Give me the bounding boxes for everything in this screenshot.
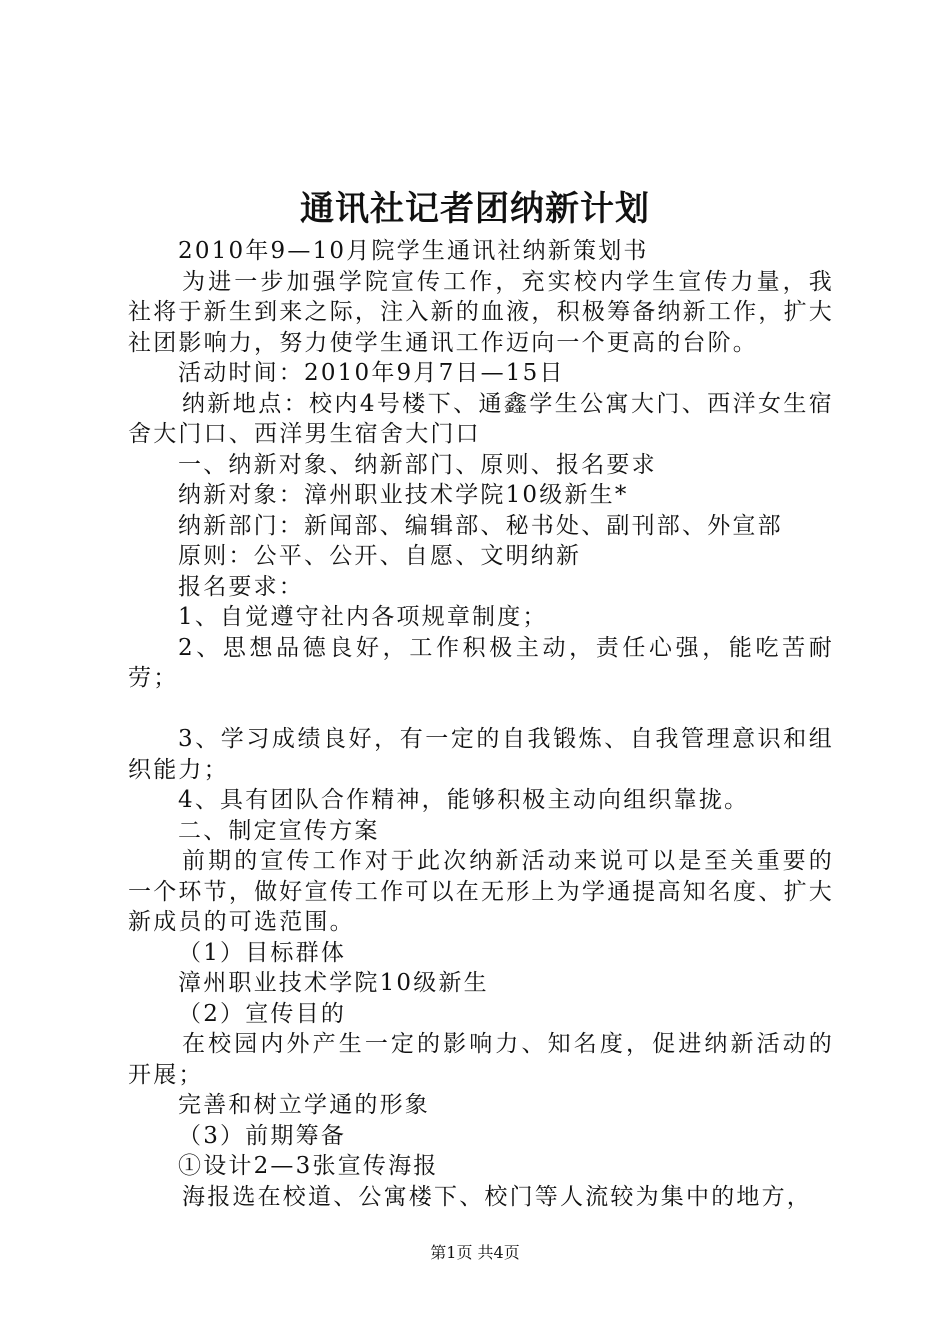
- list-item: 2、思想品德良好，工作积极主动，责任心强，能吃苦耐劳；: [128, 634, 834, 691]
- paragraph: ①设计2—3张宣传海报: [178, 1153, 439, 1179]
- paragraph: 纳新部门：新闻部、编辑部、秘书处、副刊部、外宣部: [178, 512, 783, 539]
- paragraph: 前期的宣传工作对于此次纳新活动来说可以是至关重要的一个环节，做好宣传工作可以在无形上为学通提高知名度、扩大新成员的可选范围。: [128, 848, 834, 935]
- blank-line: [128, 694, 834, 725]
- paragraph: 报名要求：: [178, 573, 304, 600]
- paragraph: 原则：公平、公开、自愿、文明纳新: [178, 543, 582, 569]
- paragraph: 2010年9—10月院学生通讯社纳新策划书: [178, 238, 649, 264]
- paragraph: 漳州职业技术学院10级新生: [178, 970, 489, 996]
- subheading: （1）目标群体: [178, 939, 347, 966]
- section-heading: 二、制定宣传方案: [178, 817, 380, 844]
- subheading: （2）宣传目的: [178, 1000, 347, 1027]
- list-item: 3、学习成绩良好，有一定的自我锻炼、自我管理意识和组织能力；: [128, 726, 834, 783]
- paragraph: 海报选在校道、公寓楼下、校门等人流较为集中的地方，: [182, 1183, 812, 1210]
- list-item: 4、具有团队合作精神，能够积极主动向组织靠拢。: [178, 787, 750, 813]
- list-item: 1、自觉遵守社内各项规章制度；: [178, 604, 548, 630]
- subheading: （3）前期筹备: [178, 1122, 347, 1149]
- paragraph: 为进一步加强学院宣传工作，充实校内学生宣传力量，我社将于新生到来之际，注入新的血液，积极筹备纳新工作，扩大社团影响力，努力使学生通讯工作迈向一个更高的台阶。: [128, 268, 834, 356]
- paragraph: 在校园内外产生一定的影响力、知名度，促进纳新活动的开展；: [128, 1031, 834, 1088]
- paragraph: 纳新地点：校内4号楼下、通鑫学生公寓大门、西洋女生宿舍大门口、西洋男生宿舍大门口: [128, 390, 834, 447]
- document-body: [128, 236, 834, 1212]
- section-heading: 一、纳新对象、纳新部门、原则、报名要求: [178, 451, 657, 478]
- page-footer: 第1页 共4页: [430, 1243, 520, 1262]
- document-title: 通讯社记者团纳新计划: [300, 189, 650, 229]
- paragraph: 完善和树立学通的形象: [178, 1092, 430, 1118]
- paragraph: 纳新对象：漳州职业技术学院10级新生*: [178, 482, 629, 508]
- paragraph: 活动时间：2010年9月7日—15日: [178, 360, 565, 386]
